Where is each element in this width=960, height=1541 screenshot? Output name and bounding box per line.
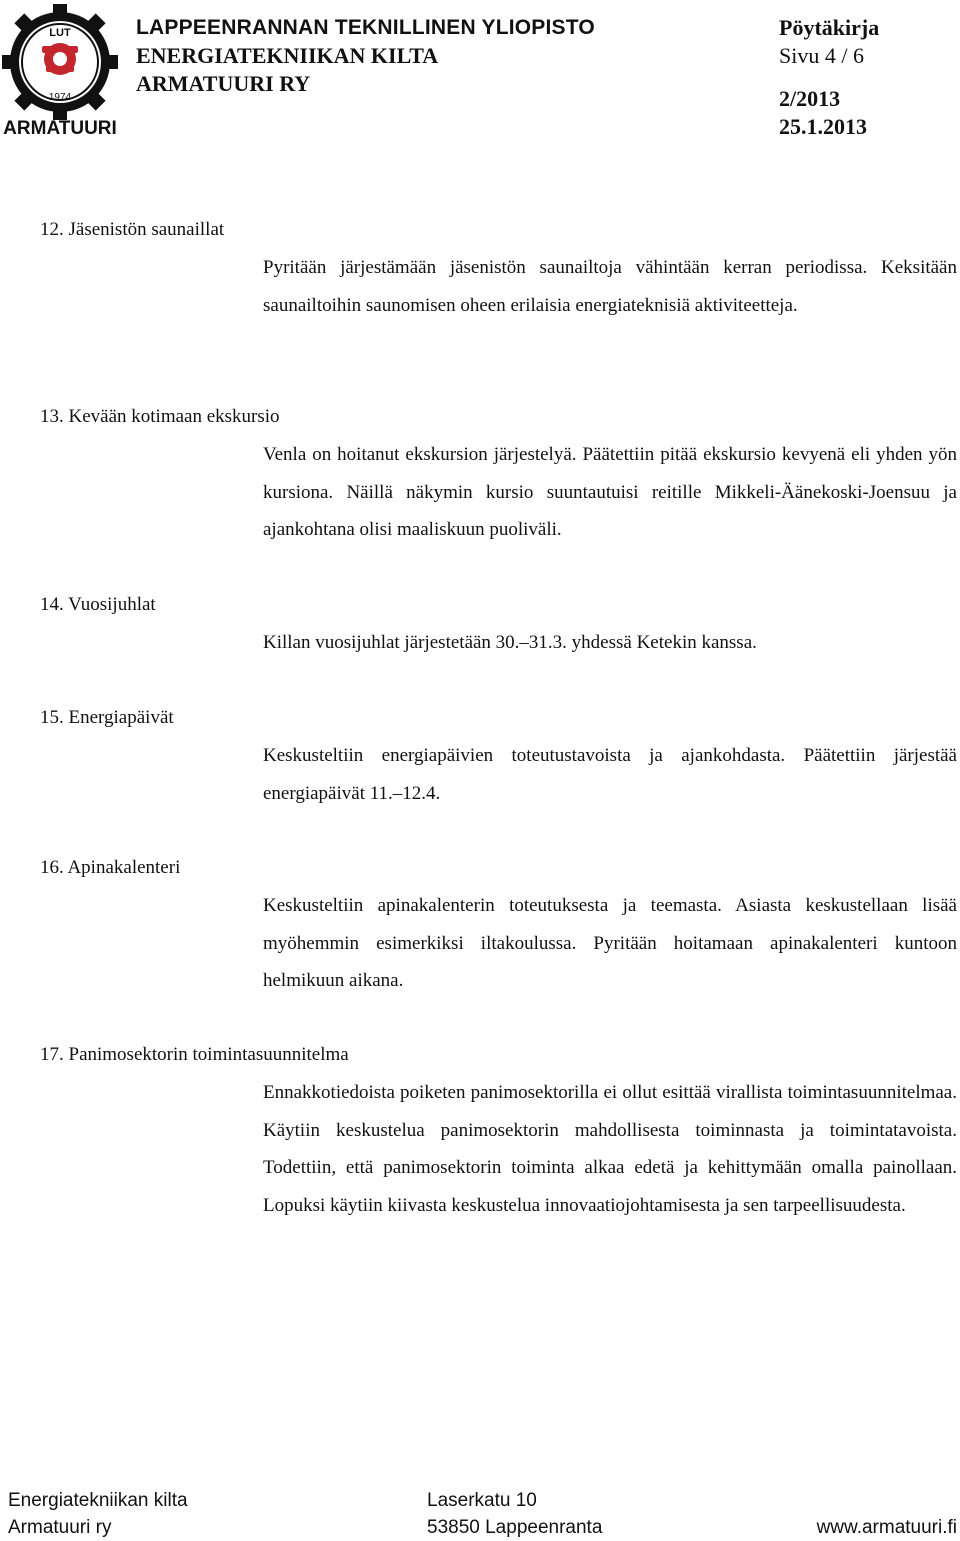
- section-paragraph: Keskusteltiin apinakalenterin toteutuksesta ja teemasta. Asiasta keskustellaan lisää myöhemmin esimerkiksi iltakoulussa. Pyritään hoitamaan apinakalenteri kuntoon helmikuun aikana.: [263, 895, 957, 992]
- section-paragraph: Keskusteltiin energiapäivien toteutustavoista ja ajankohdasta. Päätettiin järjestää energiapäivät 11.–12.4.: [263, 745, 957, 804]
- document-meta: [779, 14, 879, 141]
- footer-website-link[interactable]: www.armatuuri.fi: [816, 1517, 957, 1538]
- organization-header: [136, 14, 595, 98]
- document-type: Pöytäkirja: [779, 15, 880, 40]
- section-paragraph: Venla on hoitanut ekskursion järjestelyä. Päätettiin pitää ekskursio kevyenä eli yhden yön kursiona. Näillä näkymin kursio suuntautuisi reitille Mikkeli-Äänekoski-Joensuu ja ajankohtana olisi maaliskuun puoliväli.: [263, 444, 957, 541]
- page-indicator: [779, 42, 879, 70]
- footer-organization: [8, 1487, 188, 1541]
- page-number: 4 / 6: [824, 43, 864, 68]
- footer-guild-name: Energiatekniikan kilta: [8, 1490, 188, 1511]
- section-paragraph: Pyritään järjestämään jäsenistön saunailtoja vähintään kerran periodissa. Keksitään saunailtoihin saunomisen oheen erilaisia energiateknisiä aktiviteetteja.: [263, 257, 957, 316]
- section-title: 17. Panimosektorin toimintasuunnitelma: [40, 1044, 349, 1065]
- section-title: 14. Vuosijuhlat: [40, 594, 156, 615]
- footer-street: Laserkatu 10: [427, 1490, 537, 1511]
- logo-bottom-text: ARMATUURI: [3, 118, 117, 136]
- footer-association-name: Armatuuri ry: [8, 1517, 112, 1538]
- association-name: ARMATUURI RY: [136, 71, 311, 96]
- footer-city: 53850 Lappeenranta: [427, 1517, 603, 1538]
- guild-name: ENERGIATEKNIIKAN KILTA: [136, 43, 439, 68]
- section-paragraph: Killan vuosijuhlat järjestetään 30.–31.3. yhdessä Ketekin kanssa.: [263, 632, 757, 653]
- page-prefix: Sivu: [779, 43, 820, 68]
- footer-address: [427, 1487, 602, 1541]
- meeting-date: 25.1.2013: [779, 114, 867, 139]
- section-title: 12. Jäsenistön saunaillat: [40, 219, 225, 240]
- section-title: 13. Kevään kotimaan ekskursio: [40, 406, 280, 427]
- section-title: 15. Energiapäivät: [40, 707, 174, 728]
- logo-year-text: 1974: [48, 92, 72, 103]
- meeting-number: 2/2013: [779, 86, 841, 111]
- section-paragraph: Ennakkotiedoista poiketen panimosektorilla ei ollut esittää virallista toimintasuunnitelmaa. Käytiin keskustelua panimosektorin mahdollisesta toiminnasta ja toimintatavoista. Todettiin, että panimosektorin toiminta alkaa edetä ja kehittymään omalla painollaan. Lopuksi käytiin kiivasta keskustelua innovaatiojohtamisesta ja sen tarpeellisuudesta.: [263, 1082, 957, 1216]
- guild-logo: [2, 4, 120, 136]
- logo-top-text: LUT: [49, 27, 71, 39]
- university-name: LAPPEENRANNAN TEKNILLINEN YLIOPISTO: [136, 16, 595, 39]
- section-title: 16. Apinakalenteri: [40, 857, 181, 878]
